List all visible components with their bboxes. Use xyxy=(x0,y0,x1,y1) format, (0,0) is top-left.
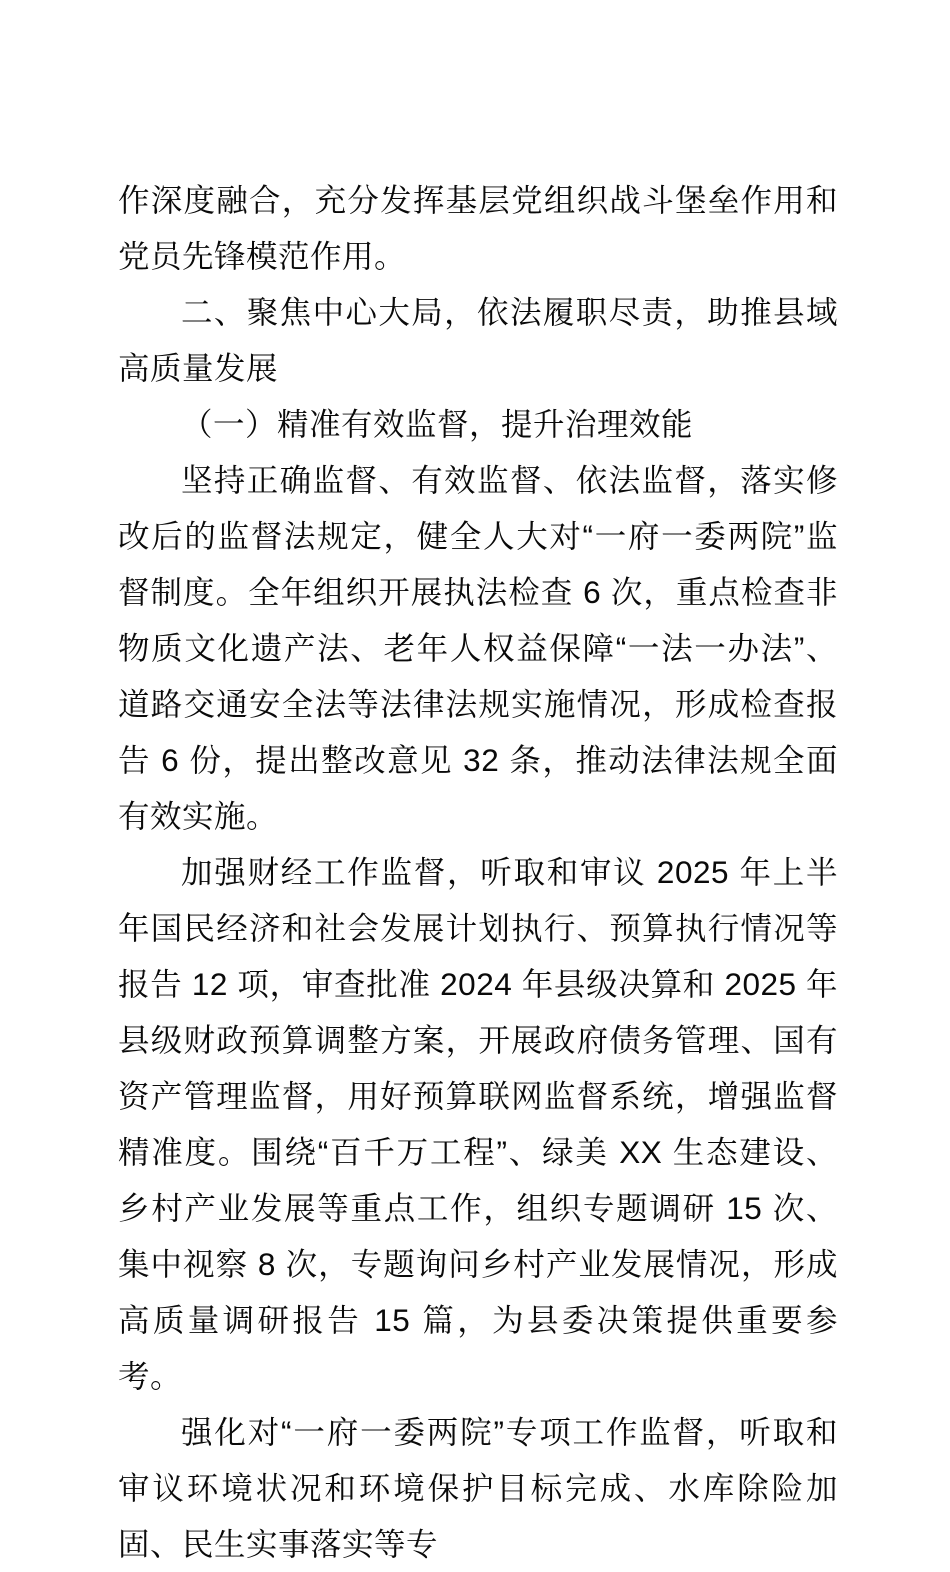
paragraph-finance-supervision: 加强财经工作监督，听取和审议 2025 年上半年国民经济和社会发展计划执行、预算执行情况等报告 12 项，审查批准 2024 年县级决算和 2025 年县级财政预算调整方案，开展政府债务管理、国有资产管理监督，用好预算联网监督系统，增强监督精准度。围绕“百千万工程”、绿美 XX 生态建设、乡村产业发展等重点工作，组织专题调研 15 次、集中视察 8 次，专题询问乡村产业发展情况，形成高质量调研报告 15 篇，为县委决策提供重要参考。 xyxy=(118,854,838,1394)
paragraph-special-supervision: 强化对“一府一委两院”专项工作监督，听取和审议环境状况和环境保护目标完成、水库除险加固、民生实事落实等专 xyxy=(118,1414,838,1562)
document-body xyxy=(118,172,838,1572)
paragraph-subsection-heading: （一）精准有效监督，提升治理效能 xyxy=(181,406,694,442)
paragraph-continued: 作深度融合，充分发挥基层党组织战斗堡垒作用和党员先锋模范作用。 xyxy=(118,182,838,274)
paragraph-section-heading: 二、聚焦中心大局，依法履职尽责，助推县域高质量发展 xyxy=(118,294,838,386)
paragraph-supervision-law: 坚持正确监督、有效监督、依法监督，落实修改后的监督法规定，健全人大对“一府一委两院”监督制度。全年组织开展执法检查 6 次，重点检查非物质文化遗产法、老年人权益保障“一法一办法”、道路交通安全法等法律法规实施情况，形成检查报告 6 份，提出整改意见 32 条，推动法律法规全面有效实施。 xyxy=(118,462,838,834)
